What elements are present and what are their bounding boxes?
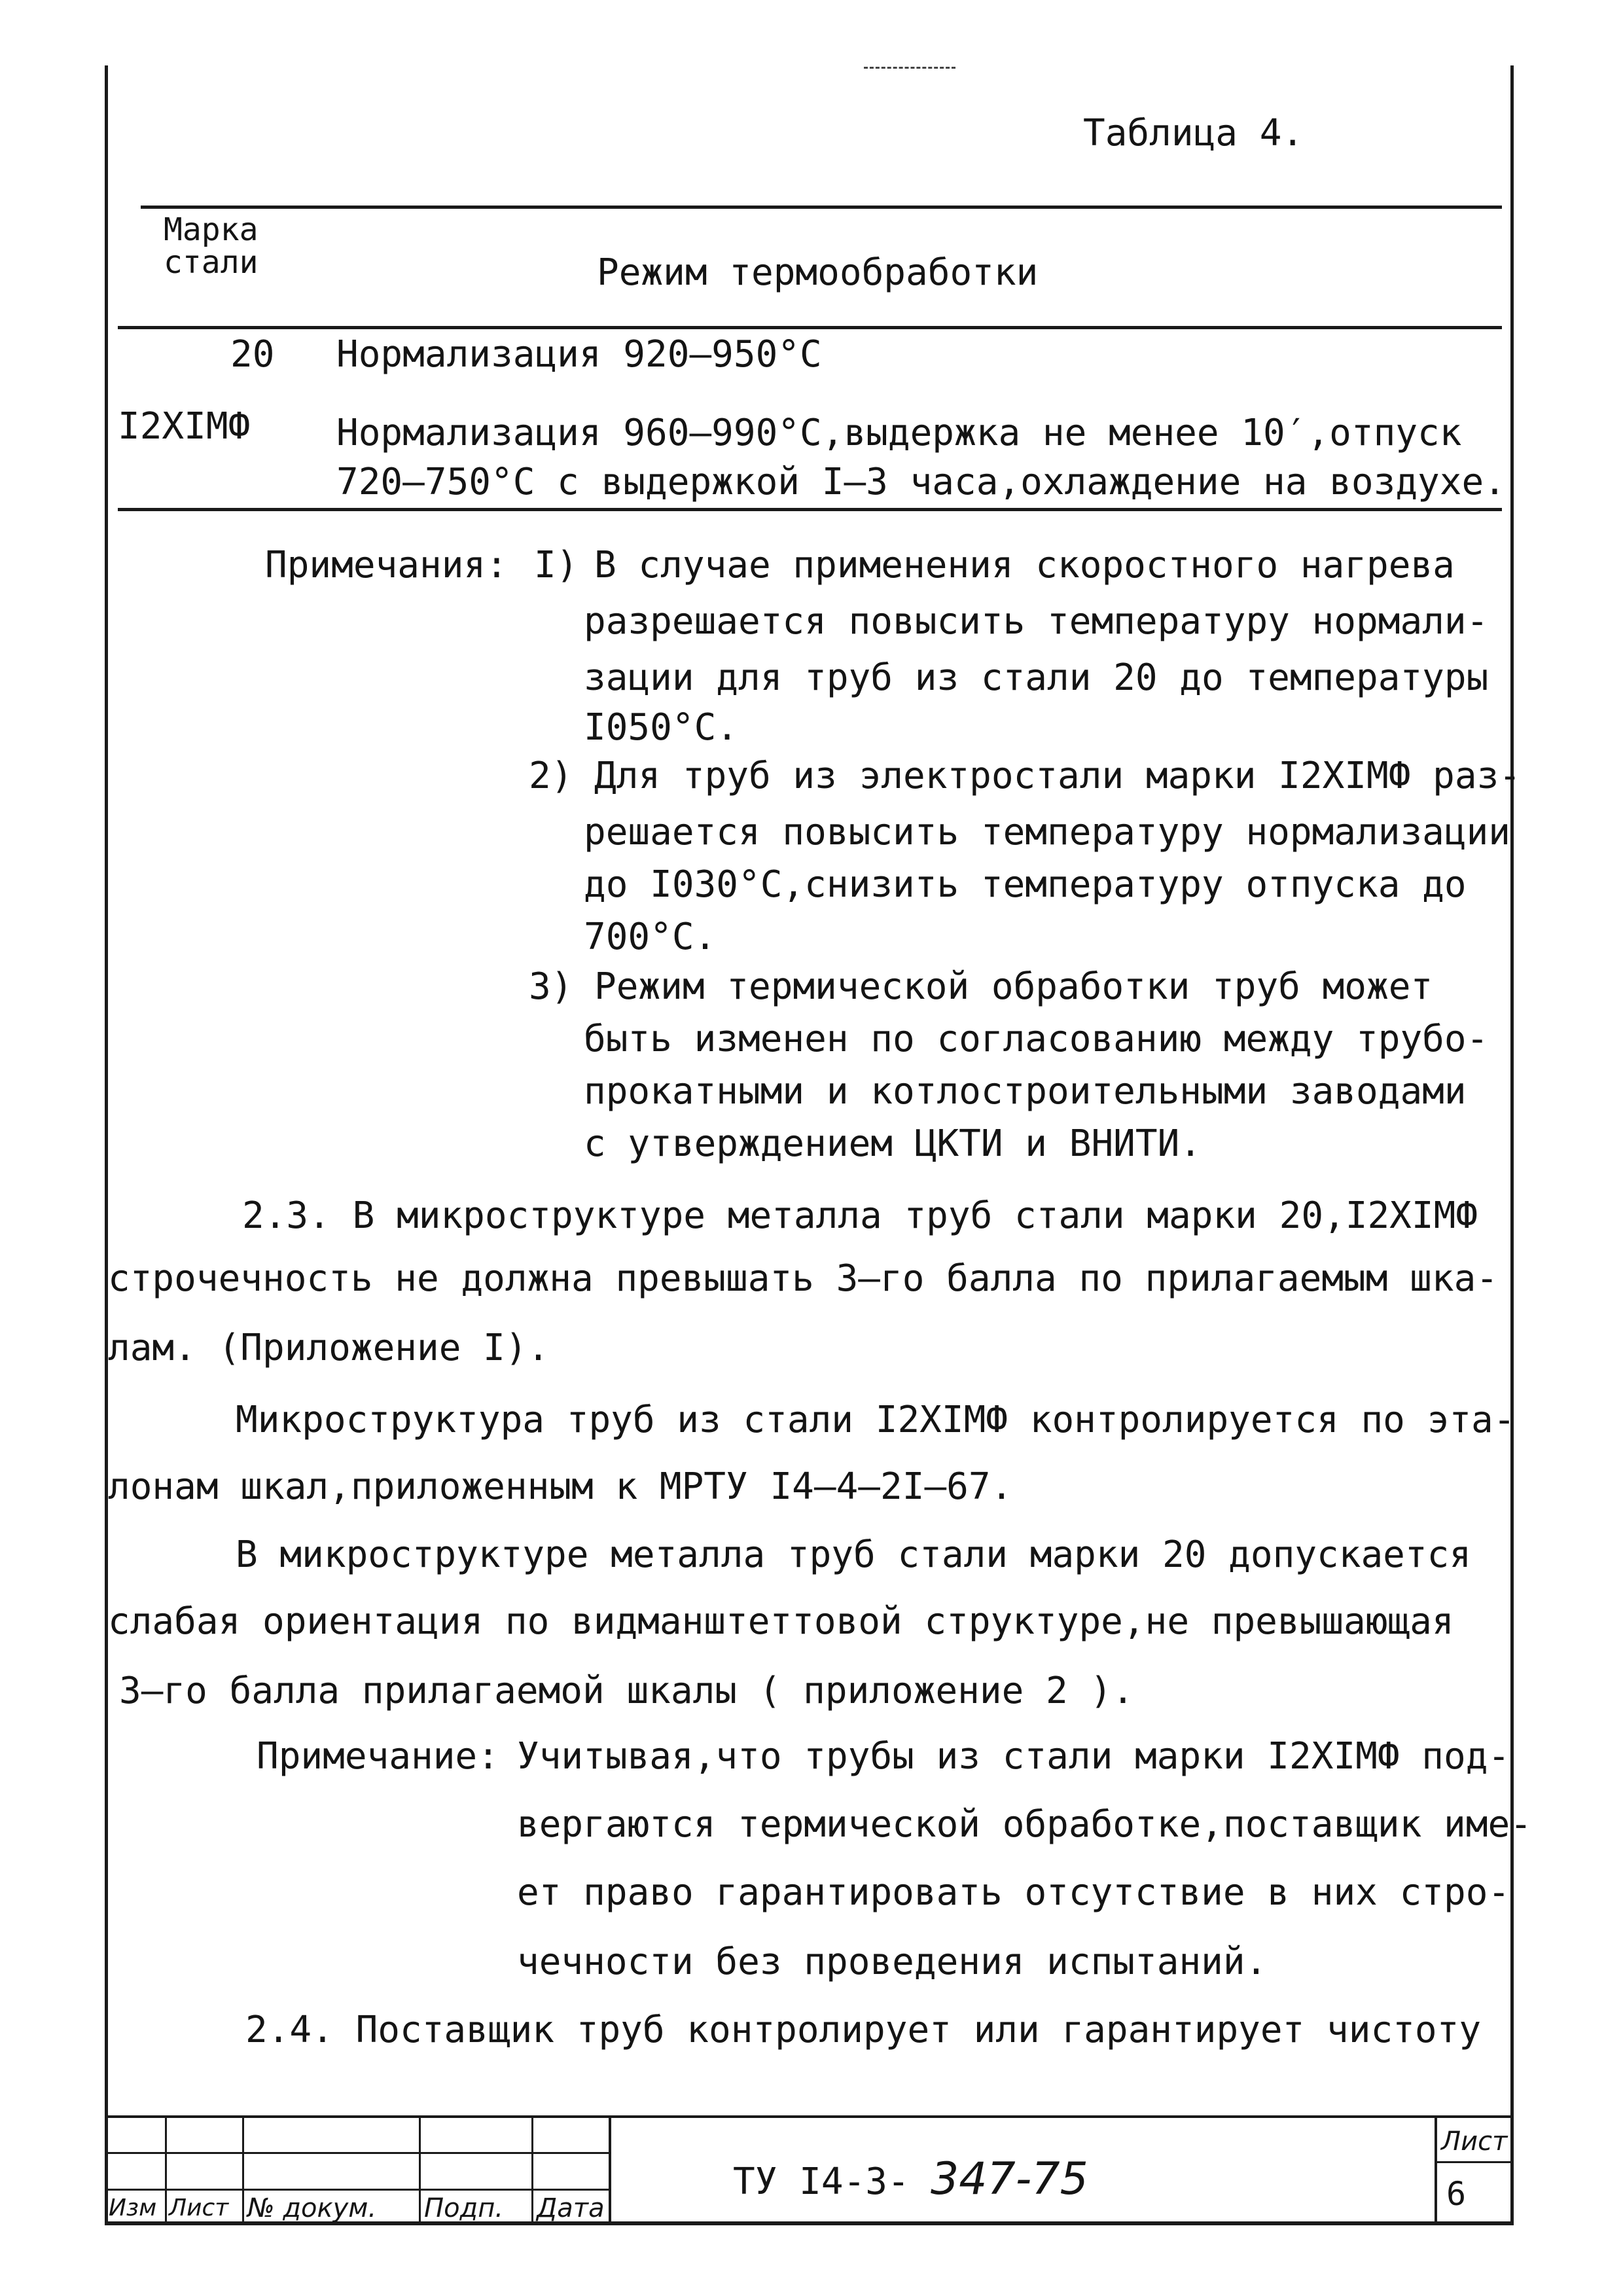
note3-number: 3): [529, 965, 573, 1008]
stamp-col-izm: Изм: [109, 2195, 157, 2221]
note2-line1: Для труб из электростали марки I2XIМФ раз-: [594, 755, 1522, 797]
frame-right-border: [1510, 65, 1514, 2223]
note2-line3: до I030°С,снизить температуру отпуска до: [584, 863, 1467, 906]
note1-line4: I050°С.: [584, 706, 739, 749]
header-grade-line2: стали: [164, 244, 259, 281]
header-mode: Режим термообработки: [597, 251, 1039, 294]
note-after-line3: ет право гарантировать отсутствие в них стро-: [517, 1871, 1510, 1914]
p23-line3: лам. (Приложение I).: [108, 1327, 550, 1369]
table-bottom-rule: [118, 508, 1502, 511]
sheet-label: Лист: [1441, 2126, 1508, 2157]
row2-mode-line1: Нормализация 960–990°С,выдержка не менее 10′,отпуск: [336, 412, 1462, 454]
stamp-col-list: Лист: [169, 2195, 229, 2221]
p-ferrite-line2: слабая ориентация по видманштеттовой структуре,не превышающая: [108, 1600, 1454, 1643]
note1-line2: разрешается повысить температуру нормали-: [584, 600, 1489, 643]
row1-mode-line1: Нормализация 920–950°С: [336, 333, 822, 376]
note1-line1: В случае применения скоростного нагрева: [594, 544, 1455, 586]
table-title: Таблица 4.: [1083, 112, 1304, 154]
note-after-line1: Учитывая,что трубы из стали марки I2XIМФ под-: [517, 1735, 1510, 1778]
note3-line3: прокатными и котлостроительными заводами: [584, 1070, 1467, 1113]
note3-line2: быть изменен по согласованию между трубо-: [584, 1018, 1489, 1060]
top-dash-mark: [864, 67, 955, 71]
stamp-col-doc: № докум.: [247, 2193, 377, 2223]
note2-line2: решается повысить температуру нормализации: [584, 811, 1511, 853]
note-after-line4: чечности без проведения испытаний.: [517, 1941, 1268, 1983]
p23-line1: 2.3. В микроструктуре металла труб стали марки 20,I2XIМФ: [242, 1194, 1478, 1237]
row2-mode-line2: 720–750°С с выдержкой I–3 часа,охлаждение на воздухе.: [336, 461, 1506, 503]
stamp-col-date: Дата: [537, 2193, 605, 2223]
note1-number: I): [534, 544, 579, 586]
p23-line2: строчечность не должна превышать 3–го балла по прилагаемым шка-: [108, 1257, 1499, 1300]
frame-left-border: [105, 65, 108, 2225]
doc-code: ТУ I4-3-: [733, 2161, 910, 2203]
row2-grade: I2XIМФ: [118, 405, 251, 448]
notes-label: Примечания:: [265, 544, 508, 586]
note2-line4: 700°С.: [584, 916, 717, 958]
doc-number-handwritten: 347-75: [931, 2153, 1088, 2205]
stamp-col-sign: Подп.: [424, 2193, 504, 2223]
p-micro-line2: лонам шкал,приложенным к МРТУ I4–4–2I–67.: [108, 1465, 1013, 1508]
header-grade-line1: Марка: [164, 211, 259, 248]
note1-line3: зации для труб из стали 20 до температуры: [584, 656, 1489, 699]
note2-number: 2): [529, 755, 573, 797]
row1-grade: 20: [230, 333, 275, 376]
note3-line4: с утверждением ЦКТИ и ВНИТИ.: [584, 1122, 1202, 1165]
note-after-line2: вергаются термической обработке,поставщик име-: [517, 1803, 1532, 1846]
note-after-label: Примечание:: [257, 1735, 499, 1778]
title-block: [105, 2115, 1514, 2225]
p-ferrite-line1: В микроструктуре металла труб стали марки 20 допускается: [236, 1534, 1472, 1576]
note3-line1: Режим термической обработки труб может: [594, 965, 1433, 1008]
p24-line1: 2.4. Поставщик труб контролирует или гарантирует чистоту: [245, 2009, 1482, 2051]
p-micro-line1: Микроструктура труб из стали I2XIМФ контролируется по эта-: [236, 1399, 1516, 1441]
table-header-rule: [118, 326, 1502, 329]
table-top-rule: [141, 206, 1502, 209]
sheet-number: 6: [1446, 2175, 1467, 2213]
p-ferrite-line3: 3–го балла прилагаемой шкалы ( приложение 2 ).: [119, 1670, 1134, 1712]
